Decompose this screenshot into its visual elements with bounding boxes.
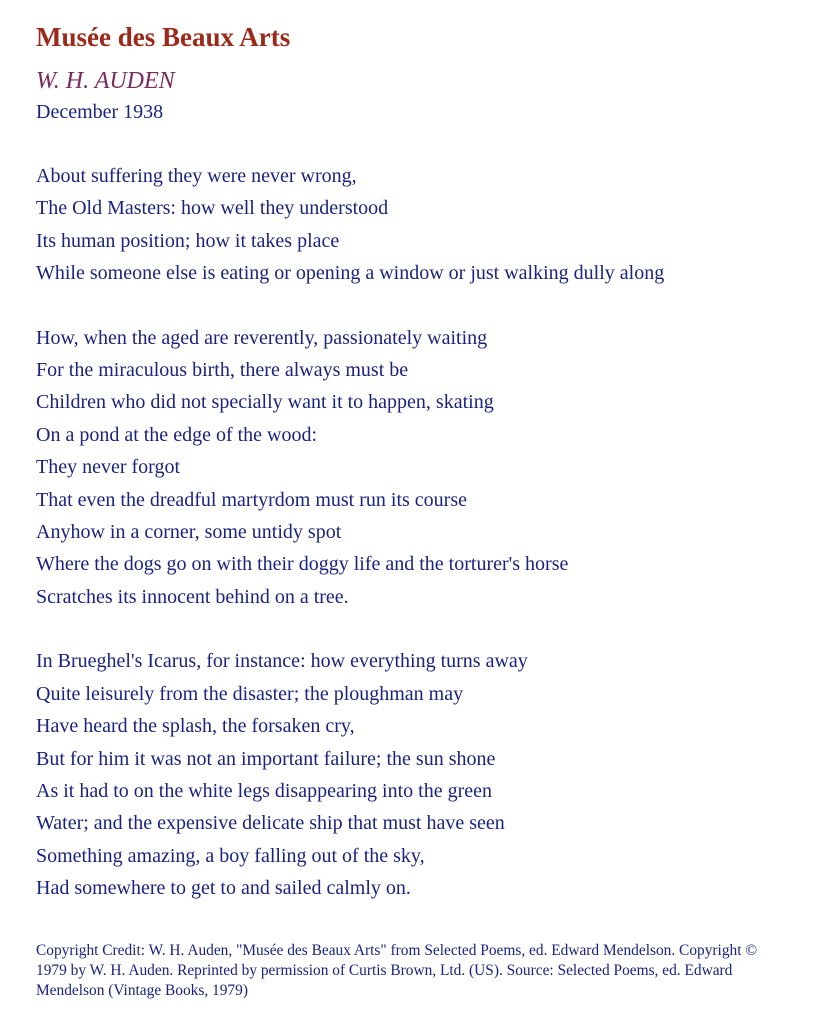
poem-line: About suffering they were never wrong, [36,165,357,187]
poem-title: Musée des Beaux Arts [36,22,291,52]
copyright-credit [36,941,826,1001]
poem-line: On a pond at the edge of the wood: [36,423,318,446]
credit-line: Mendelson (Vintage Books, 1979) [36,982,248,999]
poem-date: December 1938 [36,101,164,123]
stanza-2 [36,322,826,614]
poem-line: Have heard the splash, the forsaken cry, [36,715,355,738]
poem-line: They never forgot [36,456,181,479]
poem-line: In Brueghel's Icarus, for instance: how everything turns away [36,650,528,673]
poem-line: Something amazing, a boy falling out of the sky, [36,844,425,867]
poem-line: Its human position; how it takes place [36,229,340,252]
stanza-3 [36,645,826,904]
poem-line: That even the dreadful martyrdom must run its course [36,488,467,511]
poem-line: For the miraculous birth, there always must be [36,359,409,382]
poem-line: As it had to on the white legs disappearing into the green [36,779,493,802]
credit-line: Copyright Credit: W. H. Auden, "Musée des Beaux Arts" from Selected Poems, ed. Edward Mendelson. Copyright © [36,942,758,959]
poem-line: Had somewhere to get to and sailed calmly on. [36,877,411,900]
credit-line: 1979 by W. H. Auden. Reprinted by permission of Curtis Brown, Ltd. (US). Source: Selected Poems, ed. Edward [36,962,733,979]
poem-line: Quite leisurely from the disaster; the ploughman may [36,682,464,705]
poem-line: How, when the aged are reverently, passionately waiting [36,326,488,349]
poem-line: Anyhow in a corner, some untidy spot [36,521,342,544]
stanza-1 [36,160,826,290]
poem-line: Where the dogs go on with their doggy life and the torturer's horse [36,553,569,576]
poem-page [36,20,826,905]
poem-line: While someone else is eating or opening a window or just walking dully along [36,262,665,285]
poem-line: Scratches its innocent behind on a tree. [36,585,349,608]
poem-line: Children who did not specially want it to happen, skating [36,391,494,414]
poem-line: Water; and the expensive delicate ship that must have seen [36,812,505,835]
poem-line: The Old Masters: how well they understood [36,197,389,220]
poem-line: But for him it was not an important failure; the sun shone [36,747,496,770]
poem-author: W. H. AUDEN [36,68,175,94]
